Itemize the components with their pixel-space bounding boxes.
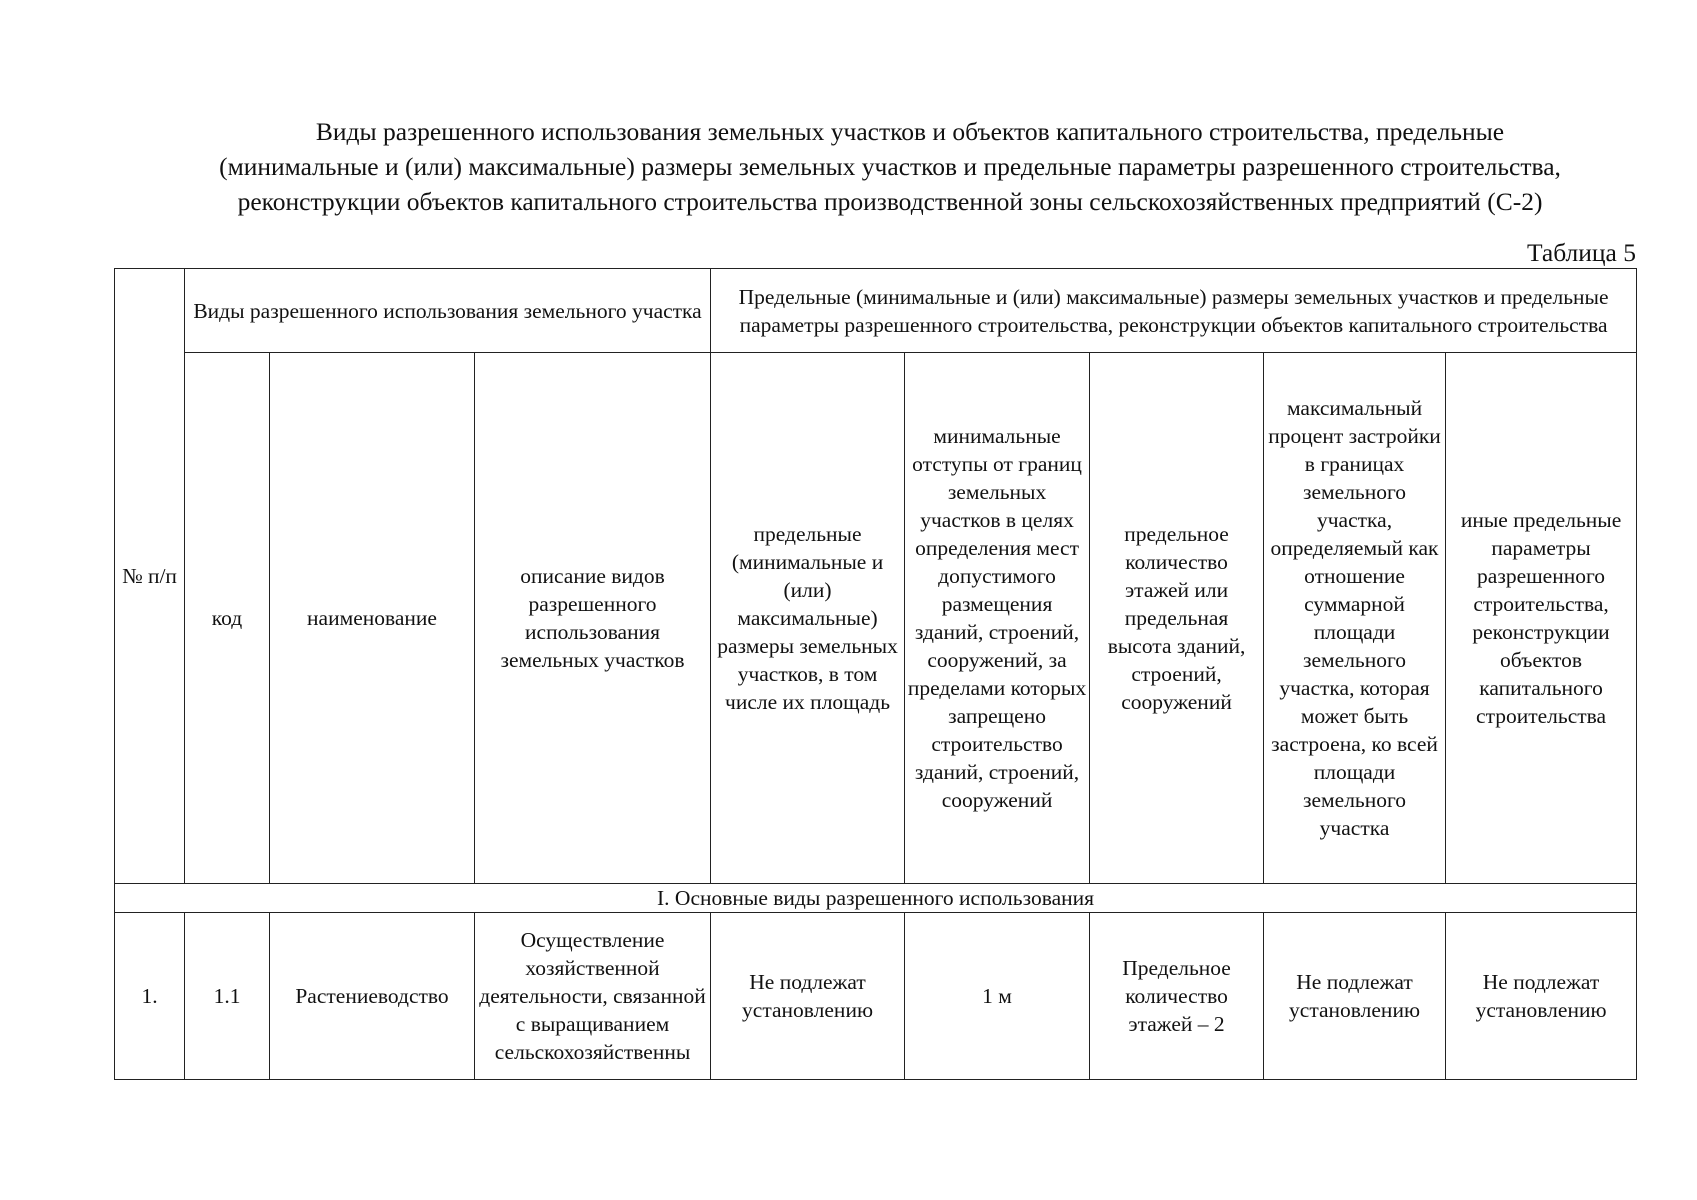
cell-name: Растениеводство bbox=[270, 913, 475, 1080]
header-code: код bbox=[185, 353, 270, 884]
header-setback: минимальные отступы от границ земельных участков в целях определения мест допустимого размещения зданий, строений, сооружений, за пределами которых запрещено строительство зданий, строений, сооружений bbox=[905, 353, 1090, 884]
header-floors: предельное количество этажей или предельная высота зданий, строений, сооружений bbox=[1090, 353, 1264, 884]
cell-other: Не подлежат установлению bbox=[1446, 913, 1637, 1080]
header-description: описание видов разрешенного использования земельных участков bbox=[475, 353, 711, 884]
table-caption: Таблица 5 bbox=[1526, 238, 1636, 267]
cell-size: Не подлежат установлению bbox=[711, 913, 905, 1080]
cell-description: Осуществление хозяйственной деятельности, связанной с выращиванием сельскохозяйственны bbox=[475, 913, 711, 1080]
cell-code: 1.1 bbox=[185, 913, 270, 1080]
page-title bbox=[120, 114, 1660, 219]
header-num: № п/п bbox=[115, 269, 185, 884]
header-params-group: Предельные (минимальные и (или) максимальные) размеры земельных участков и предельные параметры разрешенного строительства, реконструкции объектов капитального строительства bbox=[711, 269, 1637, 353]
header-name: наименование bbox=[270, 353, 475, 884]
cell-setback: 1 м bbox=[905, 913, 1090, 1080]
table-row bbox=[115, 913, 1637, 1080]
section-title: I. Основные виды разрешенного использования bbox=[115, 884, 1637, 913]
header-vri-group: Виды разрешенного использования земельного участка bbox=[185, 269, 711, 353]
zoning-table bbox=[114, 268, 1637, 1080]
cell-num: 1. bbox=[115, 913, 185, 1080]
header-size: предельные (минимальные и (или) максимальные) размеры земельных участков, в том числе их площадь bbox=[711, 353, 905, 884]
title-line-3: реконструкции объектов капитального строительства производственной зоны сельскохозяйственных предприятий (С-2) bbox=[237, 187, 1543, 216]
header-row-1 bbox=[115, 269, 1637, 353]
header-row-2 bbox=[115, 353, 1637, 884]
header-percent: максимальный процент застройки в границах земельного участка, определяемый как отношение суммарной площади земельного участка, которая может быть застроена, ко всей площади земельного участка bbox=[1264, 353, 1446, 884]
header-other: иные предельные параметры разрешенного строительства, реконструкции объектов капитального строительства bbox=[1446, 353, 1637, 884]
cell-floors: Предельное количество этажей – 2 bbox=[1090, 913, 1264, 1080]
title-line-1: Виды разрешенного использования земельных участков и объектов капитального строительства, предельные bbox=[315, 117, 1505, 146]
cell-percent: Не подлежат установлению bbox=[1264, 913, 1446, 1080]
title-line-2: (минимальные и (или) максимальные) размеры земельных участков и предельные параметры разрешенного строительства, bbox=[219, 152, 1561, 181]
section-row bbox=[115, 884, 1637, 913]
